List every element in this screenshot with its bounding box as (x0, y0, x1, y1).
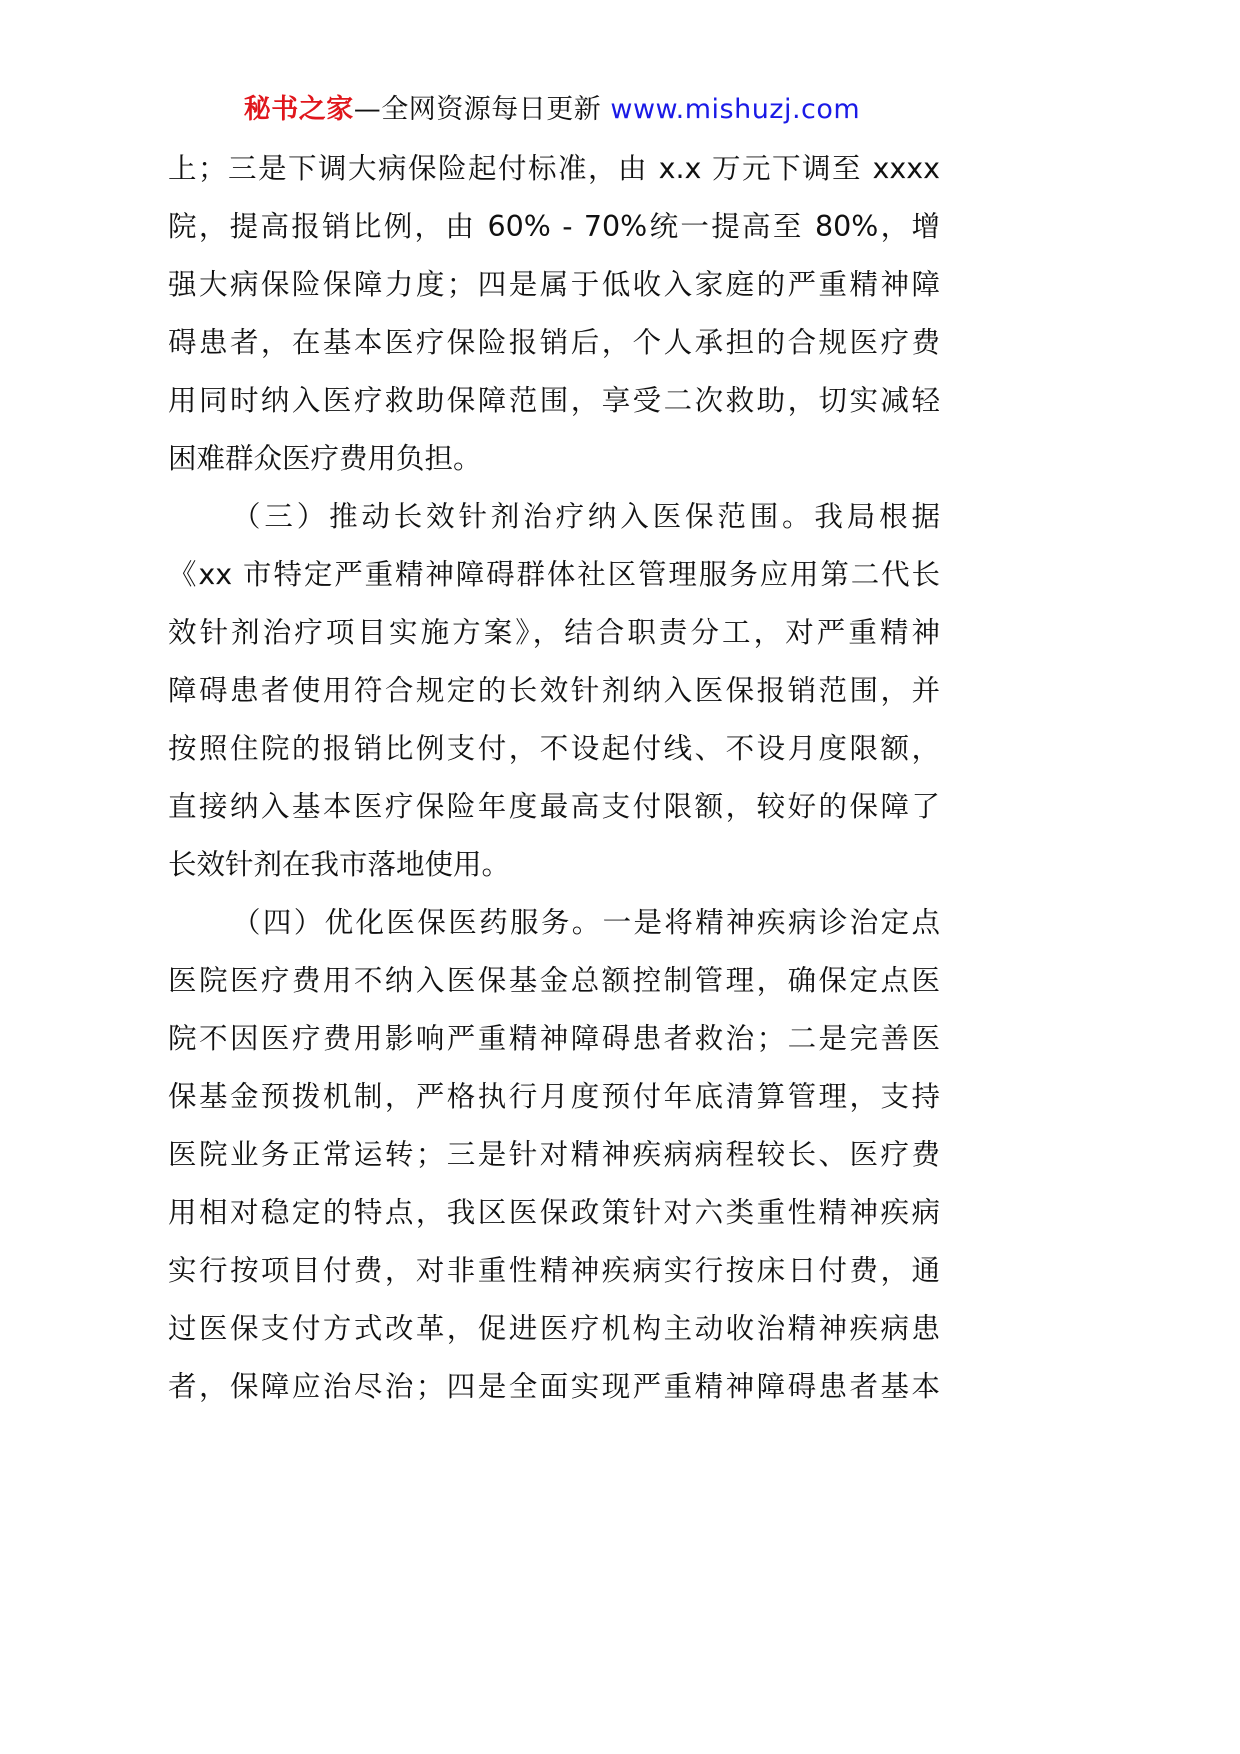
section-heading-line: （三）推动长效针剂治疗纳入医保范围。我局根据 (232, 500, 940, 533)
text-line: 实行按项目付费，对非重性精神疾病实行按床日付费，通 (168, 1254, 940, 1287)
text-line: 医院医疗费用不纳入医保基金总额控制管理，确保定点医 (168, 964, 940, 997)
page-header (0, 86, 1104, 134)
header-brand: 秘书之家 (243, 94, 354, 125)
text-line: 用同时纳入医疗救助保障范围，享受二次救助，切实减轻 (168, 384, 940, 417)
text-line: 效针剂治疗项目实施方案》，结合职责分工，对严重精神 (168, 616, 940, 649)
header-url-link[interactable]: www.mishuzj.com (610, 94, 861, 125)
text-line: 碍患者，在基本医疗保险报销后，个人承担的合规医疗费 (168, 326, 940, 359)
text-line: 按照住院的报销比例支付，不设起付线、不设月度限额， (168, 732, 940, 765)
text-line: 过医保支付方式改革，促进医疗机构主动收治精神疾病患 (168, 1312, 940, 1345)
text-line: 障碍患者使用符合规定的长效针剂纳入医保报销范围，并 (168, 674, 940, 707)
text-line: 院不因医疗费用影响严重精神障碍患者救治；二是完善医 (168, 1022, 940, 1055)
text-line: 医院业务正常运转；三是针对精神疾病病程较长、医疗费 (168, 1138, 940, 1171)
text-line: 《xx 市特定严重精神障碍群体社区管理服务应用第二代长 (168, 558, 940, 591)
text-line: 上；三是下调大病保险起付标准，由 x.x 万元下调至 xxxx (168, 152, 940, 185)
text-line: 院，提高报销比例，由 60% - 70%统一提高至 80%，增 (168, 210, 940, 243)
text-line: 强大病保险保障力度；四是属于低收入家庭的严重精神障 (168, 268, 940, 301)
text-line: 者，保障应治尽治；四是全面实现严重精神障碍患者基本 (168, 1370, 940, 1403)
text-line: 保基金预拨机制，严格执行月度预付年底清算管理，支持 (168, 1080, 940, 1113)
header-slogan: —全网资源每日更新 (353, 94, 602, 125)
section-heading-line: （四）优化医保医药服务。一是将精神疾病诊治定点 (232, 906, 940, 939)
text-line: 用相对稳定的特点，我区医保政策针对六类重性精神疾病 (168, 1196, 940, 1229)
document-body (168, 140, 940, 1416)
text-line: 直接纳入基本医疗保险年度最高支付限额，较好的保障了 (168, 790, 940, 823)
text-line: 长效针剂在我市落地使用。 (168, 848, 511, 881)
text-line: 困难群众医疗费用负担。 (168, 442, 482, 475)
